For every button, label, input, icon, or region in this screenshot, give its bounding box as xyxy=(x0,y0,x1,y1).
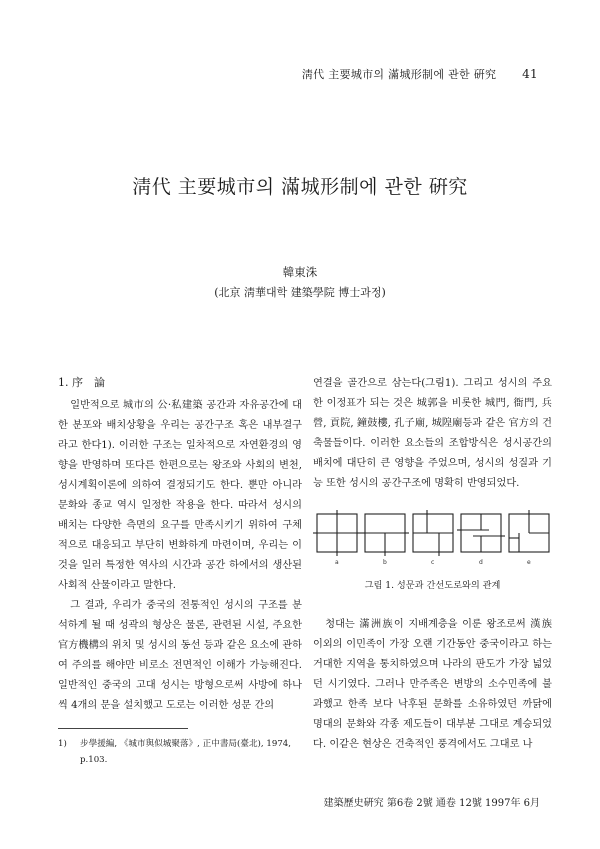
article-title: 淸代 主要城市의 滿城形制에 관한 硏究 xyxy=(132,176,468,198)
figure-label-b: b xyxy=(383,559,387,566)
author-name: 韓東洙 xyxy=(282,265,318,279)
paragraph-continued: 연결을 골간으로 삼는다(그림1). 그리고 성시의 주요한 이정표가 되는 것은 城郭을 비롯한 城門, 衙門, 兵營, 貢院, 鐘鼓樓, 孔子廟, 城隍廟등과 같은 官方의 건축물들이다. 이러한 요소들의 조합방식은 성시공간의 배치에 대단히 큰 영향을 주었으며, 성시의 성질과 기능 또한 성시의 공간구조에 명확히 반영되었다. xyxy=(313,378,552,489)
figure-panel-d xyxy=(457,514,505,552)
figure-panel-c xyxy=(413,510,453,556)
figure-label-a: a xyxy=(335,559,339,566)
paragraph-2: 그 결과, 우리가 중국의 전통적인 성시의 구조를 분석하게 될 때 성곽의 형상은 물론, 관련된 시설, 주요한 官方機構의 위치 및 성시의 동선 등과 같은 요소에 관하여 주의를 해야만 비로소 전면적인 이해가 가능해진다. 일반적인 중국의 고대 성시는 방형으로써 사방에 하나씩 4개의 문을 설치했고 도로는 이러한 성문 간의 xyxy=(58,600,302,711)
footnote-divider xyxy=(58,728,188,729)
right-column-bottom xyxy=(313,615,552,755)
figure-label-e: e xyxy=(527,559,531,566)
figure-label-c: c xyxy=(431,559,435,566)
author-affiliation: (北京 淸華대학 建築學院 博士과정) xyxy=(214,286,386,299)
section-heading: 1. 序 論 xyxy=(58,376,105,389)
left-column xyxy=(58,396,302,716)
running-header xyxy=(302,66,538,82)
figure-panel-e xyxy=(509,510,549,552)
figure-label-d: d xyxy=(479,559,483,566)
figure-caption: 그림 1. 성문과 간선도로와의 관계 xyxy=(364,580,501,591)
footnote-text: 步學援編, 《城市與似城聚落》, 正中書局(臺北), 1974, p.103. xyxy=(80,739,291,765)
page-number: 41 xyxy=(522,67,538,81)
running-title: 淸代 主要城市의 滿城形制에 관한 硏究 xyxy=(301,68,497,81)
footnote xyxy=(58,736,302,768)
journal-footer: 建築歷史硏究 第6卷 2號 通卷 12號 1997年 6月 xyxy=(323,798,540,809)
figure-panel-b xyxy=(361,514,409,556)
figure-panel-a xyxy=(313,510,361,556)
footnote-number: 1) xyxy=(58,739,67,749)
paragraph-1: 일반적으로 城市의 公·私建築 공간과 자유공간에 대한 분포와 배치상황을 우리는 공간구조 혹은 내부결구라고 한다1). 이러한 구조는 일차적으로 자연환경의 영향을 반영하며 또다른 한편으로는 왕조와 사회의 변천, 성시계획이론에 의하여 결정되기도 한다. 뿐만 아니라 문화와 종교 역시 일정한 작용을 한다. 따라서 성시의 배치는 다양한 측면의 요구를 만족시키기 위하여 구체적으로 대응되고 부단히 변화하게 마련이며, 우리는 이것을 일러 특정한 역사의 시간과 공간 하에서의 생산된 사회적 산물이라고 말한다. xyxy=(58,400,302,591)
figure-1 xyxy=(313,506,552,566)
right-column-top xyxy=(313,374,552,494)
paragraph-qing: 청대는 滿洲族이 지배계층을 이룬 왕조로써 漢族 이외의 이민족이 가장 오랜 기간동안 중국이라고 하는 거대한 지역을 통치하였으며 나라의 판도가 가장 넓었던 시기였다. 그러나 만주족은 변방의 소수민족에 불과했고 한족 보다 낙후된 문화를 소유하였던 까닭에 명대의 문화와 각종 제도들이 대부분 그대로 계승되었다. 이같은 현상은 건축적인 풍격에서도 그대로 나 xyxy=(313,619,552,750)
